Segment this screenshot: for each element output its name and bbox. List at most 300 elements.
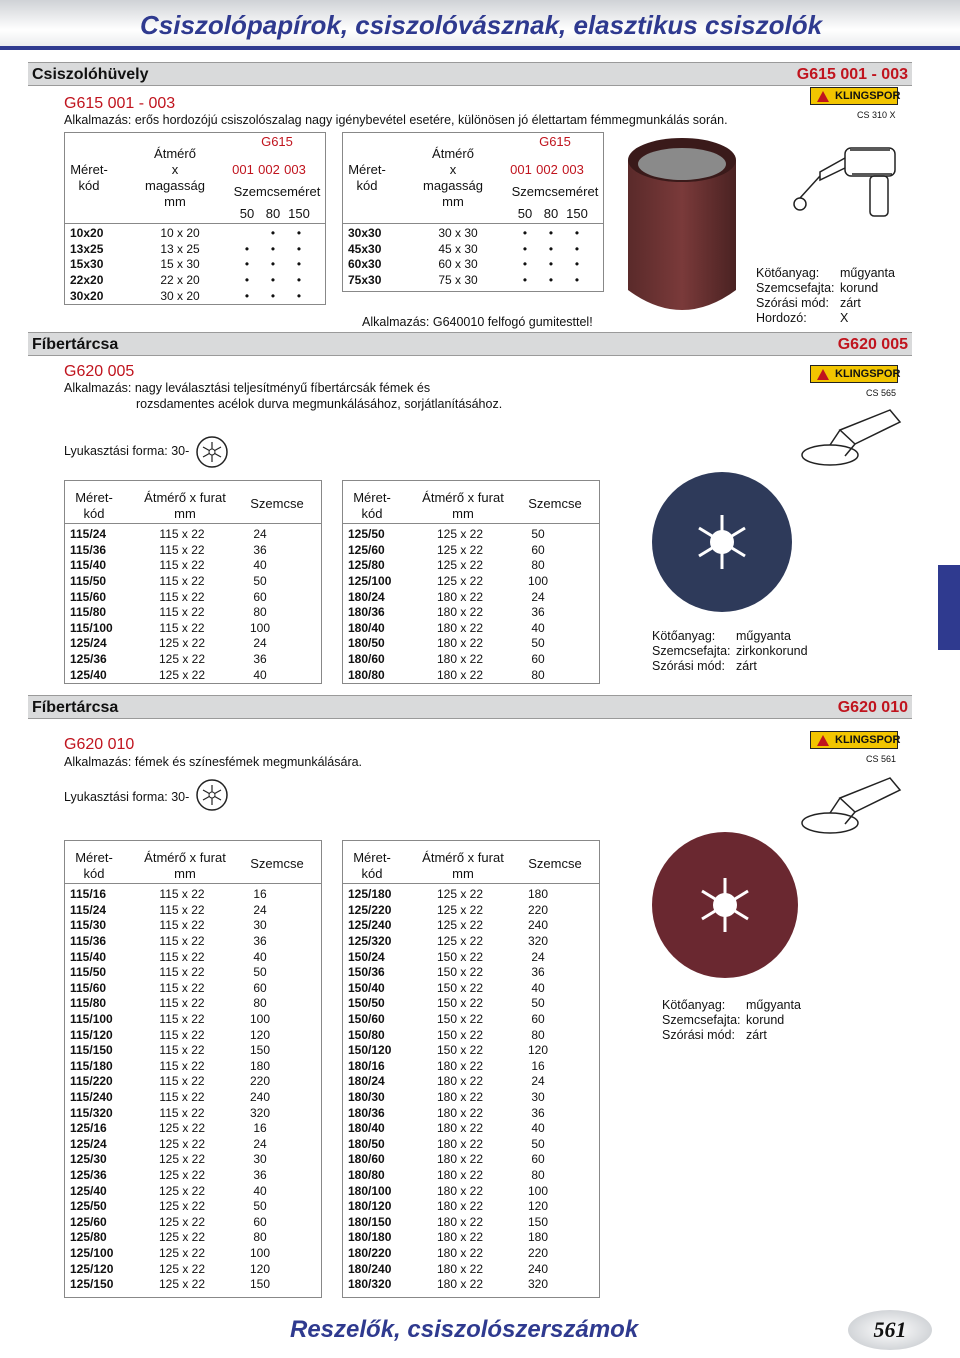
table-row bbox=[64, 1074, 288, 1090]
table-row bbox=[64, 996, 288, 1012]
table-row bbox=[342, 1246, 566, 1262]
table-row bbox=[342, 1168, 566, 1184]
spec-value: X bbox=[840, 311, 849, 325]
dimension: 180 x 22 bbox=[436, 1277, 484, 1292]
header-rule bbox=[342, 223, 604, 224]
dimension: 150 x 22 bbox=[436, 965, 484, 980]
dimension: 115 x 22 bbox=[159, 918, 205, 933]
size-code: 10x20 bbox=[70, 226, 104, 241]
size-code: 125/30 bbox=[70, 1152, 107, 1167]
column-header-grit: 150 bbox=[566, 206, 588, 221]
table-row bbox=[342, 1059, 566, 1075]
dimension: 150 x 22 bbox=[436, 996, 484, 1011]
grit: 16 bbox=[531, 1058, 545, 1073]
dimension: 180 x 22 bbox=[436, 1121, 484, 1136]
size-table-b-body bbox=[342, 527, 566, 683]
grit: 40 bbox=[253, 558, 267, 573]
grit: 16 bbox=[253, 1121, 267, 1136]
size-code: 45x30 bbox=[348, 241, 382, 256]
table-row bbox=[342, 1027, 566, 1043]
column-header-atmero: Átmérő x furat mm bbox=[422, 850, 504, 881]
dimension: 125 x 22 bbox=[436, 918, 484, 933]
dimension: 10 x 20 bbox=[160, 226, 200, 241]
availability-dot: • bbox=[548, 241, 554, 256]
size-code: 115/220 bbox=[70, 1074, 113, 1089]
availability-dot: • bbox=[574, 257, 580, 272]
page-header bbox=[0, 0, 960, 50]
size-code: 115/36 bbox=[70, 934, 107, 949]
dimension: 125 x 22 bbox=[436, 558, 484, 573]
grit: 50 bbox=[253, 1199, 267, 1214]
table-row bbox=[64, 1059, 288, 1075]
dimension: 150 x 22 bbox=[436, 1012, 484, 1027]
size-code: 180/24 bbox=[348, 1074, 385, 1089]
dimension: 125 x 22 bbox=[158, 1121, 206, 1136]
availability-dot: • bbox=[522, 273, 528, 288]
dimension: 75 x 30 bbox=[438, 273, 478, 288]
size-code: 125/180 bbox=[348, 887, 392, 902]
klingspor-logo bbox=[810, 87, 901, 105]
size-table-b-body bbox=[342, 226, 590, 288]
angle-grinder-image bbox=[800, 768, 910, 848]
table-row bbox=[64, 226, 312, 242]
table-row bbox=[342, 949, 566, 965]
grit: 60 bbox=[253, 980, 267, 995]
size-code: 125/80 bbox=[348, 558, 385, 573]
table-row bbox=[64, 1199, 288, 1215]
table-row bbox=[342, 1090, 566, 1106]
spec-row bbox=[662, 998, 801, 1013]
grit: 240 bbox=[527, 918, 549, 933]
table-row bbox=[342, 652, 566, 668]
spec-value: korund bbox=[840, 281, 879, 295]
grit: 40 bbox=[253, 1183, 267, 1198]
table-row bbox=[342, 996, 566, 1012]
table-row bbox=[342, 589, 566, 605]
table-row bbox=[342, 934, 566, 950]
column-header-atmero: Átmérő x furat mm bbox=[144, 490, 226, 521]
grit: 50 bbox=[253, 574, 267, 589]
column-header-g615: G615 bbox=[261, 134, 293, 149]
size-code: 125/120 bbox=[70, 1261, 114, 1276]
table-row bbox=[64, 949, 288, 965]
spec-row bbox=[756, 281, 895, 296]
section-title: Csiszolóhüvely bbox=[32, 66, 149, 83]
spec-row bbox=[652, 644, 808, 659]
column-header-g615: G615 bbox=[539, 134, 571, 149]
spec-row bbox=[662, 1028, 801, 1043]
section-bar-csiszolohuvely bbox=[28, 62, 912, 86]
table-row bbox=[64, 1214, 288, 1230]
grit: 24 bbox=[531, 949, 545, 964]
section-bar-fibertarcsa bbox=[28, 695, 912, 719]
dimension: 180 x 22 bbox=[436, 1136, 484, 1151]
grit: 220 bbox=[249, 1074, 271, 1089]
availability-dot: • bbox=[522, 226, 528, 241]
size-code: 30x20 bbox=[70, 288, 104, 303]
application-text-1: Alkalmazás: nagy leválasztási teljesítményű fíbertárcsák fémek és bbox=[64, 381, 431, 395]
fibre-disc-blue-image bbox=[650, 470, 795, 615]
dimension: 30 x 30 bbox=[438, 226, 478, 241]
grit: 50 bbox=[253, 965, 267, 980]
column-header-grit: 80 bbox=[543, 206, 559, 221]
table-row bbox=[342, 1152, 566, 1168]
dimension: 15 x 30 bbox=[160, 257, 200, 272]
size-code: 60x30 bbox=[348, 257, 382, 272]
dimension: 125 x 22 bbox=[436, 542, 484, 557]
grit: 36 bbox=[253, 542, 267, 557]
table-row bbox=[342, 965, 566, 981]
dimension: 115 x 22 bbox=[159, 1012, 205, 1027]
table-row bbox=[64, 918, 288, 934]
grit: 80 bbox=[253, 996, 267, 1011]
size-code: 180/50 bbox=[348, 1136, 385, 1151]
table-row bbox=[342, 257, 590, 273]
table-row bbox=[64, 288, 312, 304]
column-header-kod: Méret- kód bbox=[353, 850, 391, 881]
size-code: 180/100 bbox=[348, 1183, 392, 1198]
product-code: G620 010 bbox=[64, 736, 135, 753]
size-code: 115/120 bbox=[70, 1027, 113, 1042]
dimension: 22 x 20 bbox=[160, 273, 200, 288]
availability-dot: • bbox=[548, 273, 554, 288]
spec-label: Kötőanyag: bbox=[662, 998, 726, 1012]
spec-list bbox=[756, 266, 895, 326]
grit: 100 bbox=[249, 1245, 271, 1260]
dimension: 125 x 22 bbox=[158, 1214, 206, 1229]
table-row bbox=[64, 981, 288, 997]
spec-value: zirkonkorund bbox=[736, 644, 808, 658]
header-rule bbox=[0, 46, 960, 50]
grit: 60 bbox=[531, 652, 545, 667]
spec-label: Kötőanyag: bbox=[652, 629, 716, 643]
grit: 40 bbox=[531, 1121, 545, 1136]
size-code: 115/320 bbox=[70, 1105, 113, 1120]
dimension: 125 x 22 bbox=[158, 667, 206, 682]
table-row bbox=[342, 1199, 566, 1215]
size-code: 125/36 bbox=[70, 652, 107, 667]
grit: 60 bbox=[531, 1152, 545, 1167]
angle-grinder-image bbox=[800, 400, 910, 480]
size-code: 125/50 bbox=[348, 527, 385, 542]
grit: 180 bbox=[249, 1058, 271, 1073]
availability-dot: • bbox=[270, 288, 276, 303]
table-row bbox=[342, 226, 590, 242]
column-header-num: 003 bbox=[284, 162, 306, 177]
grit: 180 bbox=[527, 1230, 549, 1245]
size-code: 115/16 bbox=[70, 887, 107, 902]
table-row bbox=[64, 527, 288, 543]
table-row bbox=[64, 1183, 288, 1199]
column-header-kod: Méret- kód bbox=[75, 850, 113, 881]
spec-value: zárt bbox=[746, 1028, 767, 1042]
size-code: 150/120 bbox=[348, 1043, 392, 1058]
size-code: 180/80 bbox=[348, 667, 385, 682]
dimension: 125 x 22 bbox=[436, 902, 484, 917]
table-row bbox=[342, 667, 566, 683]
size-code: 115/60 bbox=[70, 589, 107, 604]
grit: 40 bbox=[253, 949, 267, 964]
size-code: 180/220 bbox=[348, 1245, 392, 1260]
table-row bbox=[342, 605, 566, 621]
size-code: 115/36 bbox=[70, 542, 107, 557]
size-code: 115/60 bbox=[70, 980, 107, 995]
header-rule bbox=[342, 523, 600, 524]
table-row bbox=[64, 1152, 288, 1168]
grit: 30 bbox=[253, 1152, 267, 1167]
dimension: 180 x 22 bbox=[436, 589, 484, 604]
dimension: 180 x 22 bbox=[436, 1230, 484, 1245]
dimension: 180 x 22 bbox=[436, 1261, 484, 1276]
availability-dot bbox=[234, 226, 260, 242]
dimension: 180 x 22 bbox=[436, 1090, 484, 1105]
section-bar-fibertarcsa bbox=[28, 332, 912, 356]
section-title: Fíbertárcsa bbox=[32, 336, 119, 353]
table-row bbox=[342, 621, 566, 637]
dimension: 180 x 22 bbox=[436, 667, 484, 682]
grit: 80 bbox=[253, 605, 267, 620]
section-code: G620 010 bbox=[837, 699, 908, 716]
grit: 150 bbox=[249, 1277, 271, 1292]
table-row bbox=[342, 1074, 566, 1090]
footer-title: Reszelők, csiszolószerszámok bbox=[290, 1316, 639, 1343]
table-row bbox=[64, 1105, 288, 1121]
size-code: 180/60 bbox=[348, 1152, 385, 1167]
grit: 80 bbox=[531, 1167, 545, 1182]
spec-value: műgyanta bbox=[746, 998, 801, 1012]
dimension: 125 x 22 bbox=[436, 887, 484, 902]
dimension: 115 x 22 bbox=[159, 620, 205, 635]
size-code: 125/240 bbox=[348, 918, 392, 933]
logo-triangle-icon bbox=[817, 369, 829, 380]
table-row bbox=[342, 903, 566, 919]
size-code: 125/16 bbox=[70, 1121, 107, 1136]
table-row bbox=[64, 903, 288, 919]
grit: 50 bbox=[531, 1136, 545, 1151]
size-code: 150/60 bbox=[348, 1012, 385, 1027]
grit: 100 bbox=[527, 574, 549, 589]
dimension: 115 x 22 bbox=[159, 1105, 205, 1120]
dimension: 115 x 22 bbox=[159, 965, 205, 980]
table-row bbox=[342, 1043, 566, 1059]
header-rule bbox=[64, 523, 322, 524]
spec-row bbox=[756, 266, 895, 281]
size-code: 125/220 bbox=[348, 902, 392, 917]
spec-label: Szemcsefajta: bbox=[662, 1013, 741, 1027]
column-header-num: 002 bbox=[536, 162, 558, 177]
header-rule bbox=[342, 883, 600, 884]
dimension: 115 x 22 bbox=[159, 887, 205, 902]
size-code: 180/36 bbox=[348, 605, 385, 620]
availability-dot: • bbox=[548, 226, 554, 241]
table-row bbox=[342, 1121, 566, 1137]
dimension: 180 x 22 bbox=[436, 1245, 484, 1260]
grit: 120 bbox=[249, 1261, 271, 1276]
grit: 50 bbox=[531, 527, 545, 542]
availability-dot: • bbox=[270, 257, 276, 272]
availability-dot: • bbox=[270, 273, 276, 288]
table-row bbox=[64, 1168, 288, 1184]
size-code: 115/50 bbox=[70, 965, 107, 980]
dimension: 115 x 22 bbox=[159, 934, 205, 949]
table-row bbox=[342, 981, 566, 997]
table-row bbox=[342, 558, 566, 574]
size-code: 125/60 bbox=[348, 542, 385, 557]
table-row bbox=[64, 273, 312, 289]
fibre-disc-red-image bbox=[650, 830, 800, 980]
column-header-szemcse: Szemcse bbox=[250, 496, 304, 511]
perforation-star-icon bbox=[196, 436, 228, 468]
grit: 240 bbox=[527, 1261, 549, 1276]
size-code: 180/36 bbox=[348, 1105, 385, 1120]
application-text: Alkalmazás: fémek és színesfémek megmunkálására. bbox=[64, 755, 363, 769]
table-row bbox=[64, 965, 288, 981]
size-code: 13x25 bbox=[70, 241, 104, 256]
grit: 60 bbox=[531, 542, 545, 557]
column-header-grit: 50 bbox=[517, 206, 533, 221]
size-code: 150/50 bbox=[348, 996, 385, 1011]
size-code: 180/320 bbox=[348, 1277, 392, 1292]
availability-dot: • bbox=[522, 257, 528, 272]
grit: 36 bbox=[253, 652, 267, 667]
spec-list bbox=[652, 629, 808, 674]
product-code: G615 001 - 003 bbox=[64, 95, 176, 112]
size-code: 180/40 bbox=[348, 620, 385, 635]
size-code: 125/40 bbox=[70, 667, 107, 682]
table-row bbox=[64, 543, 288, 559]
dimension: 125 x 22 bbox=[158, 636, 206, 651]
size-code: 125/80 bbox=[70, 1230, 107, 1245]
size-code: 150/40 bbox=[348, 980, 385, 995]
size-code: 150/36 bbox=[348, 965, 385, 980]
size-code: 180/180 bbox=[348, 1230, 392, 1245]
size-code: 125/100 bbox=[70, 1245, 114, 1260]
grit: 40 bbox=[531, 980, 545, 995]
application-text-2: rozsdamentes acélok durva megmunkálásához, sorjátlanításához. bbox=[136, 397, 503, 411]
table-row bbox=[64, 605, 288, 621]
availability-dot: • bbox=[296, 226, 302, 241]
availability-dot: • bbox=[244, 241, 250, 256]
grit: 50 bbox=[531, 996, 545, 1011]
size-code: 180/80 bbox=[348, 1167, 385, 1182]
size-code: 180/240 bbox=[348, 1261, 392, 1276]
size-code: 115/100 bbox=[70, 620, 113, 635]
side-tab bbox=[938, 565, 960, 650]
dimension: 115 x 22 bbox=[159, 574, 205, 589]
dimension: 30 x 20 bbox=[160, 288, 200, 303]
cs-code: CS 565 bbox=[866, 388, 897, 398]
size-code: 115/80 bbox=[70, 605, 107, 620]
column-header-kod: Méret- kód bbox=[348, 162, 386, 193]
grit: 24 bbox=[253, 902, 267, 917]
spec-label: Szórási mód: bbox=[652, 659, 725, 673]
table-row bbox=[342, 1214, 566, 1230]
grit: 220 bbox=[527, 1245, 549, 1260]
grit: 30 bbox=[531, 1090, 545, 1105]
dimension: 180 x 22 bbox=[436, 1183, 484, 1198]
spec-label: Szórási mód: bbox=[662, 1028, 735, 1042]
column-header-num: 001 bbox=[510, 162, 532, 177]
availability-dot: • bbox=[296, 288, 302, 303]
grit: 240 bbox=[249, 1090, 271, 1105]
dimension: 125 x 22 bbox=[436, 527, 484, 542]
grit: 24 bbox=[253, 1136, 267, 1151]
availability-dot: • bbox=[270, 226, 276, 241]
table-row bbox=[342, 1261, 566, 1277]
table-row bbox=[342, 574, 566, 590]
grit: 60 bbox=[253, 1214, 267, 1229]
spec-value: zárt bbox=[736, 659, 757, 673]
dimension: 125 x 22 bbox=[436, 934, 484, 949]
grit: 320 bbox=[527, 934, 549, 949]
dimension: 115 x 22 bbox=[159, 558, 205, 573]
grit: 30 bbox=[253, 918, 267, 933]
size-code: 115/240 bbox=[70, 1090, 113, 1105]
size-code: 180/24 bbox=[348, 589, 385, 604]
availability-dot: • bbox=[244, 257, 250, 272]
table-row bbox=[64, 1012, 288, 1028]
dimension: 150 x 22 bbox=[436, 1027, 484, 1042]
dimension: 60 x 30 bbox=[438, 257, 478, 272]
size-code: 180/60 bbox=[348, 652, 385, 667]
section-code: G620 005 bbox=[837, 336, 908, 353]
application-text: Alkalmazás: erős hordozójú csiszolószalag nagy igénybevétel esetére, különösen jó élettartam fémmegmunkálás során. bbox=[64, 113, 728, 127]
cs-code: CS 310 X bbox=[857, 110, 896, 120]
table-row bbox=[342, 1105, 566, 1121]
availability-dot: • bbox=[244, 288, 250, 303]
dimension: 115 x 22 bbox=[159, 902, 205, 917]
spec-value: műgyanta bbox=[840, 266, 895, 280]
dimension: 13 x 25 bbox=[160, 241, 200, 256]
grit: 36 bbox=[531, 1105, 545, 1120]
grit: 50 bbox=[531, 636, 545, 651]
table-row bbox=[342, 636, 566, 652]
grit: 24 bbox=[531, 589, 545, 604]
size-code: 125/50 bbox=[70, 1199, 107, 1214]
size-table-a-body bbox=[64, 527, 288, 683]
column-header-kod: Méret- kód bbox=[70, 162, 108, 193]
availability-dot: • bbox=[270, 241, 276, 256]
availability-dot: • bbox=[574, 241, 580, 256]
column-header-szemcse: Szemcseméret bbox=[233, 184, 321, 199]
size-code: 115/150 bbox=[70, 1043, 113, 1058]
table-row bbox=[64, 934, 288, 950]
grit: 220 bbox=[527, 902, 549, 917]
spec-value: zárt bbox=[840, 296, 861, 310]
dimension: 180 x 22 bbox=[436, 1152, 484, 1167]
size-code: 180/150 bbox=[348, 1214, 392, 1229]
spec-list bbox=[662, 998, 801, 1043]
column-header-szemcse: Szemcse bbox=[528, 496, 582, 511]
size-code: 115/180 bbox=[70, 1058, 113, 1073]
table-row bbox=[64, 1246, 288, 1262]
table-row bbox=[64, 574, 288, 590]
size-table-b-body bbox=[342, 887, 566, 1292]
table-row bbox=[342, 1183, 566, 1199]
dimension: 150 x 22 bbox=[436, 1043, 484, 1058]
dimension: 125 x 22 bbox=[158, 1167, 206, 1182]
dimension: 180 x 22 bbox=[436, 620, 484, 635]
column-header-kod: Méret- kód bbox=[353, 490, 391, 521]
dimension: 115 x 22 bbox=[159, 1043, 205, 1058]
grit: 80 bbox=[531, 667, 545, 682]
table-row bbox=[64, 1277, 288, 1293]
size-table-a-body bbox=[64, 226, 312, 304]
size-table-a-body bbox=[64, 887, 288, 1292]
dimension: 125 x 22 bbox=[158, 1261, 206, 1276]
grit: 40 bbox=[253, 667, 267, 682]
size-code: 125/40 bbox=[70, 1183, 107, 1198]
